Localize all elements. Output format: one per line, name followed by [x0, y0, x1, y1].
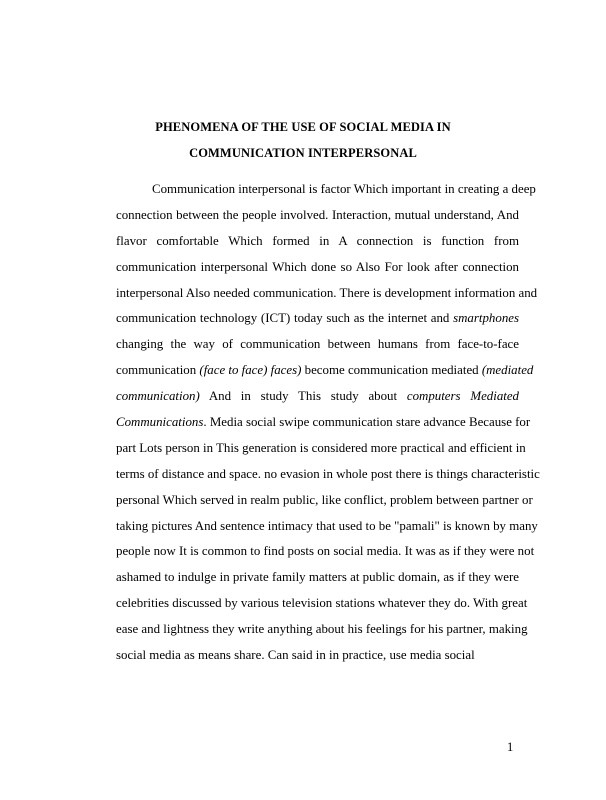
body-line — [116, 643, 519, 669]
body-line — [116, 617, 528, 643]
body-text-segment: interpersonal Also needed communication. There is development information and — [116, 285, 538, 300]
body-text-segment: ease and lightness they write anything about his feelings for his partner, making — [116, 622, 528, 637]
body-italic-text: (face to face) faces) — [199, 363, 302, 378]
body-line — [116, 306, 519, 332]
body-text-segment: people now It is common to find posts on social media. It was as if they were not — [116, 544, 535, 559]
title-line-2: COMMUNICATION INTERPERSONAL — [189, 146, 417, 160]
body-paragraph — [116, 177, 540, 669]
body-text-segment: ashamed to indulge in private family matters at public domain, as if they were — [116, 570, 519, 585]
body-italic-text: computers Mediated — [406, 389, 520, 404]
body-text-segment: . Media social swipe communication stare advance Because for — [203, 415, 531, 430]
body-line — [116, 177, 536, 203]
body-italic-text: smartphones — [453, 311, 519, 326]
title-line-1: PHENOMENA OF THE USE OF SOCIAL MEDIA IN — [155, 120, 451, 134]
body-line — [116, 384, 519, 410]
body-line — [116, 332, 519, 358]
body-text-segment: Communication interpersonal is factor Which important in creating a deep — [152, 182, 536, 196]
body-line — [116, 591, 528, 617]
body-text-segment: personal Which served in realm public, like conflict, problem between partner or — [116, 492, 533, 507]
body-italic-text: Communications — [116, 415, 204, 430]
body-text-segment: social media as means share. Can said in in practice, use media social — [116, 648, 475, 663]
body-text-segment: taking pictures And sentence intimacy that used to be "pamali" is known by many — [116, 518, 538, 533]
body-text-segment: terms of distance and space. no evasion in whole post there is things characteristic — [116, 466, 540, 481]
body-text-segment: connection between the people involved. Interaction, mutual understand, And — [116, 207, 519, 222]
body-text-segment: changing the way of communication between humans from face-to-face — [116, 337, 519, 352]
body-text-segment: part Lots person in This generation is considered more practical and efficient in — [116, 440, 526, 455]
body-text-segment: communication technology (ICT) today such as the internet and — [116, 311, 454, 326]
body-text-segment: And in study This study about — [199, 389, 407, 404]
body-line — [116, 488, 533, 514]
body-italic-text: communication) — [116, 389, 200, 404]
body-text-segment: become communication mediated — [301, 363, 482, 378]
body-line — [116, 203, 519, 229]
body-line — [116, 539, 535, 565]
body-line — [116, 281, 538, 307]
body-italic-text: (mediated — [481, 363, 534, 378]
body-line — [116, 436, 526, 462]
body-text-segment: communication interpersonal Which done so Also For look after connection — [116, 259, 519, 274]
page-number: 1 — [507, 740, 514, 754]
body-text-segment: flavor comfortable Which formed in A connection is function from — [116, 233, 519, 248]
body-line — [116, 565, 519, 591]
body-line — [116, 514, 538, 540]
body-line — [116, 255, 519, 281]
body-line — [116, 358, 534, 384]
body-line — [116, 410, 531, 436]
body-line — [116, 229, 519, 255]
body-text-segment: communication — [116, 363, 200, 378]
body-text-segment: celebrities discussed by various television stations whatever they do. With great — [116, 596, 528, 611]
body-line — [116, 462, 540, 488]
